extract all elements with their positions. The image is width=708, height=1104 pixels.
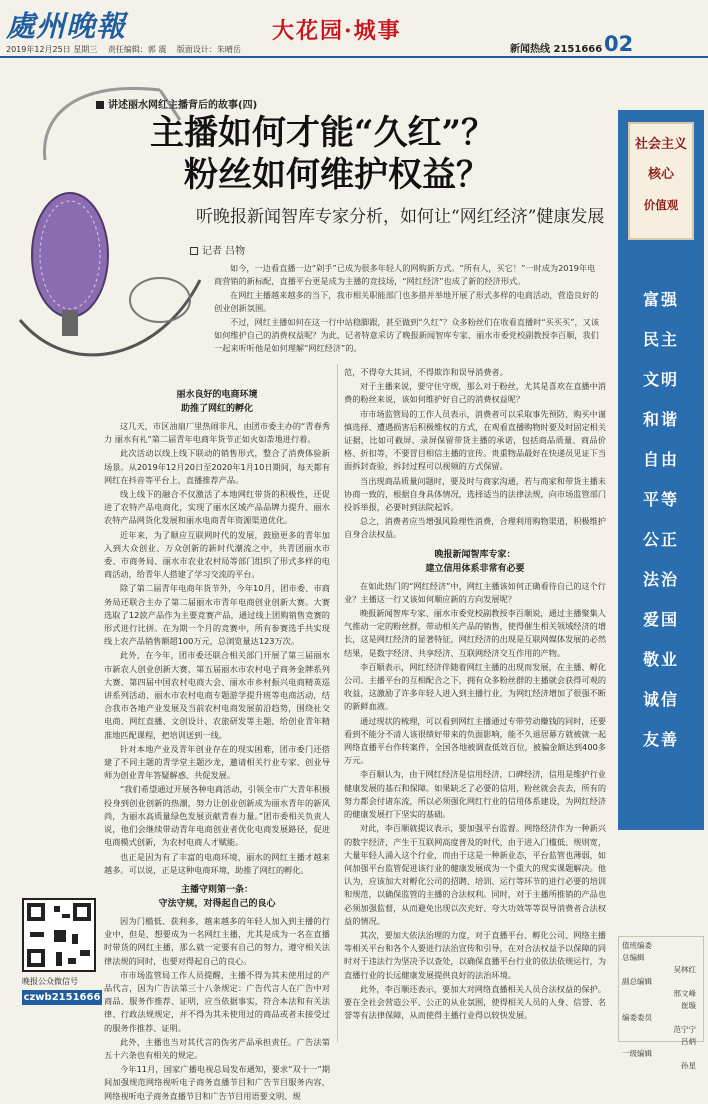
mic-stand-ring <box>130 278 190 322</box>
qr-module <box>54 906 60 912</box>
credit-name: 吕炳 <box>681 1037 696 1046</box>
value-item: 公正 <box>642 530 679 549</box>
section-heading-line: 助推了网红的孵化 <box>180 404 253 414</box>
body-paragraph: 对此，李百顺就提议表示，要加强平台监督。网络经济作为一种新兴的数字经济，产生于互联网高度普及的时代，由于进入门槛低、规则宽，大量年轻人涌入这个行业，而由于这是一种新业态，平台监管也薄弱，如何加强平台监管促进该行业的健康发展成为一个重大的现实课题解决。他认为，应该加大对孵化公司的招聘、培训、运行等环节的进行必要的培训和规范，以确保监管的主播的合法权利。同时，对于主播所推销的产品也必须加强监督，从而避免出现以次充好、夸大功效等等误导消费者合法权益的情况。 <box>344 823 607 926</box>
credit-name: 吴林红 <box>673 965 696 974</box>
body-paragraph: 除了第二届青年电商年货节外，今年10月，团市委、市商务局还联合主办了第二届丽水市青年电商创业创新大赛。大赛选取了12款产品作为主要竞赛产品，通过线上团购销售竞赛的形式进行比拼。在为期一个月的竞赛中，所有参赛选手共实现线上农产品销售额超100万元，总浏览量达123万次。 <box>104 583 330 647</box>
column-divider <box>337 364 338 1042</box>
section-heading-line: 主播守则第一条： <box>180 884 253 895</box>
qr-module <box>62 914 70 918</box>
qr-finder <box>27 903 45 921</box>
value-item: 平等 <box>642 490 679 509</box>
staff-credits <box>622 940 702 1072</box>
lead-paragraph: 不过，网红主播如何在这一行中站稳脚跟，甚至做到“久红”？众多粉丝们在收看直播时“买买买”，又该如何维护自己的消费权益呢？为此，记者特意采访了晚报新闻智库专家、丽水市委党校副教授李百顺，我们一起来听听他是如何理解“网红经济”的。 <box>214 317 600 353</box>
credit-name: 范宁宁 <box>673 1025 696 1034</box>
value-item: 文明 <box>642 370 679 389</box>
body-paragraph: 这几天，市区油扇厂里热闹非凡，由团市委主办的“青春秀力 丽水有礼”第二届青年电商年货节正如火如荼地进行着。 <box>104 421 330 445</box>
body-paragraph: 对于主播来说，要守住守规，那么对于粉丝，尤其是喜欢在直播中消费的粉丝来说，该如何维护好自己的消费权益呢？ <box>344 381 606 405</box>
value-item: 和谐 <box>642 410 679 429</box>
body-paragraph: 因为门槛低、获利多，越来越多的年轻人加入到主播的行业中，但是，想要成为一名网红主播，尤其是成为一名在直播时带货的网红主播，那么就一定要有自己的努力，遵守相关法律法规的同时，也要对得起自己的良心。 <box>104 915 330 966</box>
masthead <box>0 0 708 58</box>
headline <box>150 112 495 196</box>
lead-paragraph: 在网红主播越来越多的当下，我市相关职能部门也多措并举地开展了形式多样的电商活动，营造良好的创业创新氛围。 <box>214 290 599 313</box>
credit-role: 编委委员 <box>622 1013 652 1022</box>
credit-role: 一级编辑 <box>622 1049 652 1058</box>
credit-role: 副总编辑 <box>622 977 652 986</box>
value-item: 富强 <box>642 290 679 309</box>
body-paragraph: 针对本地产业及青年创业存在的现实困难，团市委门还搭建了不同主题的青学堂主题沙龙，邀请相关行业专家、创业导师为创业青年答疑解惑、共促发展。 <box>104 743 330 781</box>
byline-marker <box>190 247 198 255</box>
body-paragraph: 在如此热门的“网红经济”中，网红主播该如何正确看待自己的这个行业？主播这一行又该如何顺应新的方向发展呢？ <box>344 580 606 604</box>
byline <box>190 242 245 257</box>
value-item: 友善 <box>642 730 679 749</box>
badge-line: 社会主义 <box>634 137 687 152</box>
mic-stem <box>62 310 78 336</box>
news-hotline <box>510 40 602 55</box>
qr-finder <box>27 949 45 967</box>
qr-module <box>68 958 76 964</box>
body-paragraph: 市市场监管局的工作人员表示，消费者可以采取事先预防、购买中谨慎选择、遭遇损害后积极维权的方式，在观看直播购物时要及时固定相关证据，比如可截屏、录屏保留带货主播的承诺，包括商品质量、商品价格、折扣等，不要冒目相信主播的宣传。贵重物品最好在快递员见证下当面拆封查验，拆封过程可以视频的方式保留。 <box>344 408 607 472</box>
badge-line: 核心 <box>647 167 674 182</box>
body-paragraph: 晚报新闻智库专家、丽水市委党校副教授李百顺说，通过主播聚集人气推动一定的粉丝群，带动相关产品的销售，使得催生相关领域经济的增长，这是网红经济的显著特征，网红经济的出现是互联网媒体发展的必然结果，是数字经济、共享经济、互联网经济交互作用的产物。 <box>344 608 607 658</box>
lead-paragraph: 如今，一边看直播一边“剁手”已成为很多年轻人的网购新方式。“所有人，买它！”一时成为2019年电商营销的新标配，直播平台更是成为主播的竞技场，“网红经济”也成了新的经济形式。 <box>214 263 596 286</box>
value-item: 民主 <box>642 330 679 349</box>
body-paragraph: 此外，李百顺还表示，要加大对网络直播相关人员合法权益的保护。要在全社会营造公平、公正的从业氛围，使得相关人员的人身、信誉、名誉等有法律保障，从而使得主播行业得以较快发展。 <box>344 983 607 1021</box>
body-paragraph: 线上线下的融合不仅激活了本地网红带货的积极性，还促进了农特产品电商化，实现了丽水区域产品品牌力提升、丽水农特产品网货化发展和丽水电商青年资源渠道优化。 <box>104 489 330 526</box>
body-paragraph: 范，不得夸大其词，不得欺诈和误导消费者。 <box>344 367 508 377</box>
section-heading-line: 晚报新闻智库专家： <box>434 549 516 560</box>
values-list <box>618 280 704 760</box>
series-title: 讲述丽水网红主播背后的故事(四) <box>108 100 258 111</box>
body-paragraph: 此外，主播也当对其代言的伪劣产品承担责任。广告法第五十六条也有相关的规定。 <box>104 1036 330 1060</box>
issue-meta <box>6 44 249 55</box>
qr-module <box>72 934 78 944</box>
subheadline: 听晚报新闻智库专家分析，如何让“网红经济”健康发展 <box>196 207 605 227</box>
page-number: 02 <box>604 32 634 56</box>
body-paragraph: 此外，在今年，团市委还联合相关部门开展了第三届丽水市新农人创业创新大赛、第五届丽水市农村电子商务金牌系列大赛、第四届中国农村电商大会、丽水市乡村振兴电商精英巡讲系列活动、丽水市农村电商专题游学提升班等电商活动，结合我市各地产业发展及当前农村电商发展前沿趋势，围绕社交电商、网红直播、文创设计、农旅研发等主题，给创业青年精准地匹配课程，把培训送到一线。 <box>104 650 330 740</box>
section-heading-line: 丽水良好的电商环境 <box>176 390 258 400</box>
credit-name: 崔璇 <box>681 1001 696 1010</box>
credit-role: 总编辑 <box>622 953 645 962</box>
section-heading-line: 建立信用体系非常有必要 <box>425 563 525 574</box>
headline-line-2: 粉丝如何维护权益？ <box>184 155 490 195</box>
credit-role: 值班编委 <box>622 941 652 950</box>
body-paragraph: 李百顺认为，由于网红经济是信用经济、口碑经济，信用是维护行业健康发展的基石和保障。如果缺乏了必要的信用，粉丝就会丧去，所有的努力都会付诸东流，所以必须强化网红行业的信用体系建设，为网红经济的健康发展打下坚实的基础。 <box>344 769 607 820</box>
editor-credit: 责任编辑：郭 震 <box>107 45 167 54</box>
body-paragraph: 总之，消费者应当增强风险理性消费，合理利用购物渠道，积极维护自身合法权益。 <box>344 516 606 540</box>
qr-module <box>80 950 90 956</box>
issue-date: 2019年12月25日 星期三 <box>6 45 98 54</box>
credit-name: 孙星 <box>681 1061 696 1070</box>
value-item: 法治 <box>642 570 679 589</box>
hotline-number: 2151666 <box>553 44 603 55</box>
body-paragraph: “我们希望通过开展各种电商活动，引领全市广大青年积极投身到创业创新的热潮，努力让创业创新成为丽水青年的新风尚，为丽水高质量绿色发展贡献青春力量。”团市委相关负责人说，他们会继续带动青年电商创业者优化电商发展路径，促进电商模式创新，为农村电商人才赋能。 <box>104 784 330 848</box>
newspaper-logo: 處州晚報 <box>6 9 127 43</box>
body-column-2 <box>344 366 606 1023</box>
byline-text: 记者 吕物 <box>202 246 246 257</box>
body-paragraph: 也正是因为有了丰富的电商环境，丽水的网红主播才越来越多。可以说，正是这种电商环境，助推了网红的孵化。 <box>104 851 330 875</box>
qr-module <box>56 952 62 966</box>
body-paragraph: 其次，要加大依法治理的力度，对于直播平台、孵化公司、网络主播等相关平台和各个人要进行法治宣传和引导，在对合法权益予以保障的同时对于违法行为坚决予以查处，以确保直播平台行业的依法依规运行，为直播行业的长远健康发展提供良好的法治环境。 <box>344 929 607 980</box>
body-paragraph: 市市场监管局工作人员提醒，主播不得为其未使用过的产品代言，因为广告法第三十八条规定：广告代言人在广告中对商品、服务作推荐、证明，应当依据事实，符合本法和有关法律、行政法规规定，并不得为其未使用过的商品或者未接受过的服务作推荐、证明。 <box>104 969 330 1033</box>
hotline-label: 新闻热线 <box>510 44 550 55</box>
badge-line: 价值观 <box>643 198 679 212</box>
body-paragraph: 今年11月，国家广播电视总局发布通知，要求“双十一”期间加强规范网络视听电子商务直播节目和广告节目服务内容，网络视听电子商务直播节目和广告节目用语要文明、规 <box>104 1064 330 1101</box>
body-paragraph: 此次活动以线上线下联动的销售形式，整合了消费体验新场景。从2019年12月20日至2020年1月10日期间，每天都有网红在抖音等平台上，直播推荐产品。 <box>104 448 330 485</box>
qr-code[interactable] <box>22 898 96 972</box>
section-heading-2 <box>104 883 330 911</box>
value-item: 自由 <box>642 450 679 469</box>
body-paragraph: 通过现状的梳理，可以看到网红主播通过专带劳动赚钱的同时，还要看到不能分不清人该很绩好带来的负面影响，能不久退居幕方就被就一起网络直播平台作转案件，全国各地被调查低效百位，被骗金额达到400多万元。 <box>344 715 607 766</box>
qr-block <box>22 898 102 1005</box>
section-heading-1 <box>104 388 330 416</box>
section-heading-3 <box>344 548 606 576</box>
body-paragraph: 当出现商品质量问题时，要及时与商家沟通，若与商家和带货主播未协商一致的，根据自身具体情况，选择适当的法律法规，向市场监管部门投诉举报，必要时到法院起诉。 <box>344 475 607 513</box>
series-marker <box>96 101 104 109</box>
headline-line-1: 主播如何才能“久红”？ <box>150 113 496 153</box>
body-paragraph: 李百顺表示，网红经济伴随着网红主播的出现而发展，在主播、孵化公司、主播平台的互相配合之下，拥有众多粉丝群的主播就会获得可观的收益，这激励了许多年轻人进入到主播行业，为网红经济增加了很强不断的新鲜血液。 <box>344 661 607 712</box>
column-title: 大花园·城事 <box>272 18 402 44</box>
section-heading-line: 守法守规，对得起自己的良心 <box>158 898 276 909</box>
qr-finder <box>73 903 91 921</box>
article-lead <box>214 262 602 356</box>
wechat-id: czwb2151666 <box>23 992 101 1003</box>
values-badge <box>628 122 694 240</box>
series-tag <box>96 96 257 111</box>
qr-module <box>30 932 44 937</box>
designer-credit: 版面设计：朱晴岳 <box>176 45 241 54</box>
value-item: 敬业 <box>642 650 679 669</box>
body-paragraph: 近年来，为了顺应互联网时代的发展，鼓励更多的青年加入到大众创业、万众创新的新时代潮流之中，共青团丽水市委、市商务局、丽水市农业农村局等部门组织了形式多样的电商活动，给青年人搭建了学习交流的平台。 <box>104 529 330 580</box>
qr-module <box>54 930 66 942</box>
mic-head <box>32 193 108 317</box>
credit-name: 邢文峰 <box>673 989 696 998</box>
value-item: 爱国 <box>642 610 679 629</box>
qr-caption: 晚报公众微信号 <box>22 977 78 986</box>
value-item: 诚信 <box>642 690 679 709</box>
body-column-1 <box>104 382 330 1104</box>
